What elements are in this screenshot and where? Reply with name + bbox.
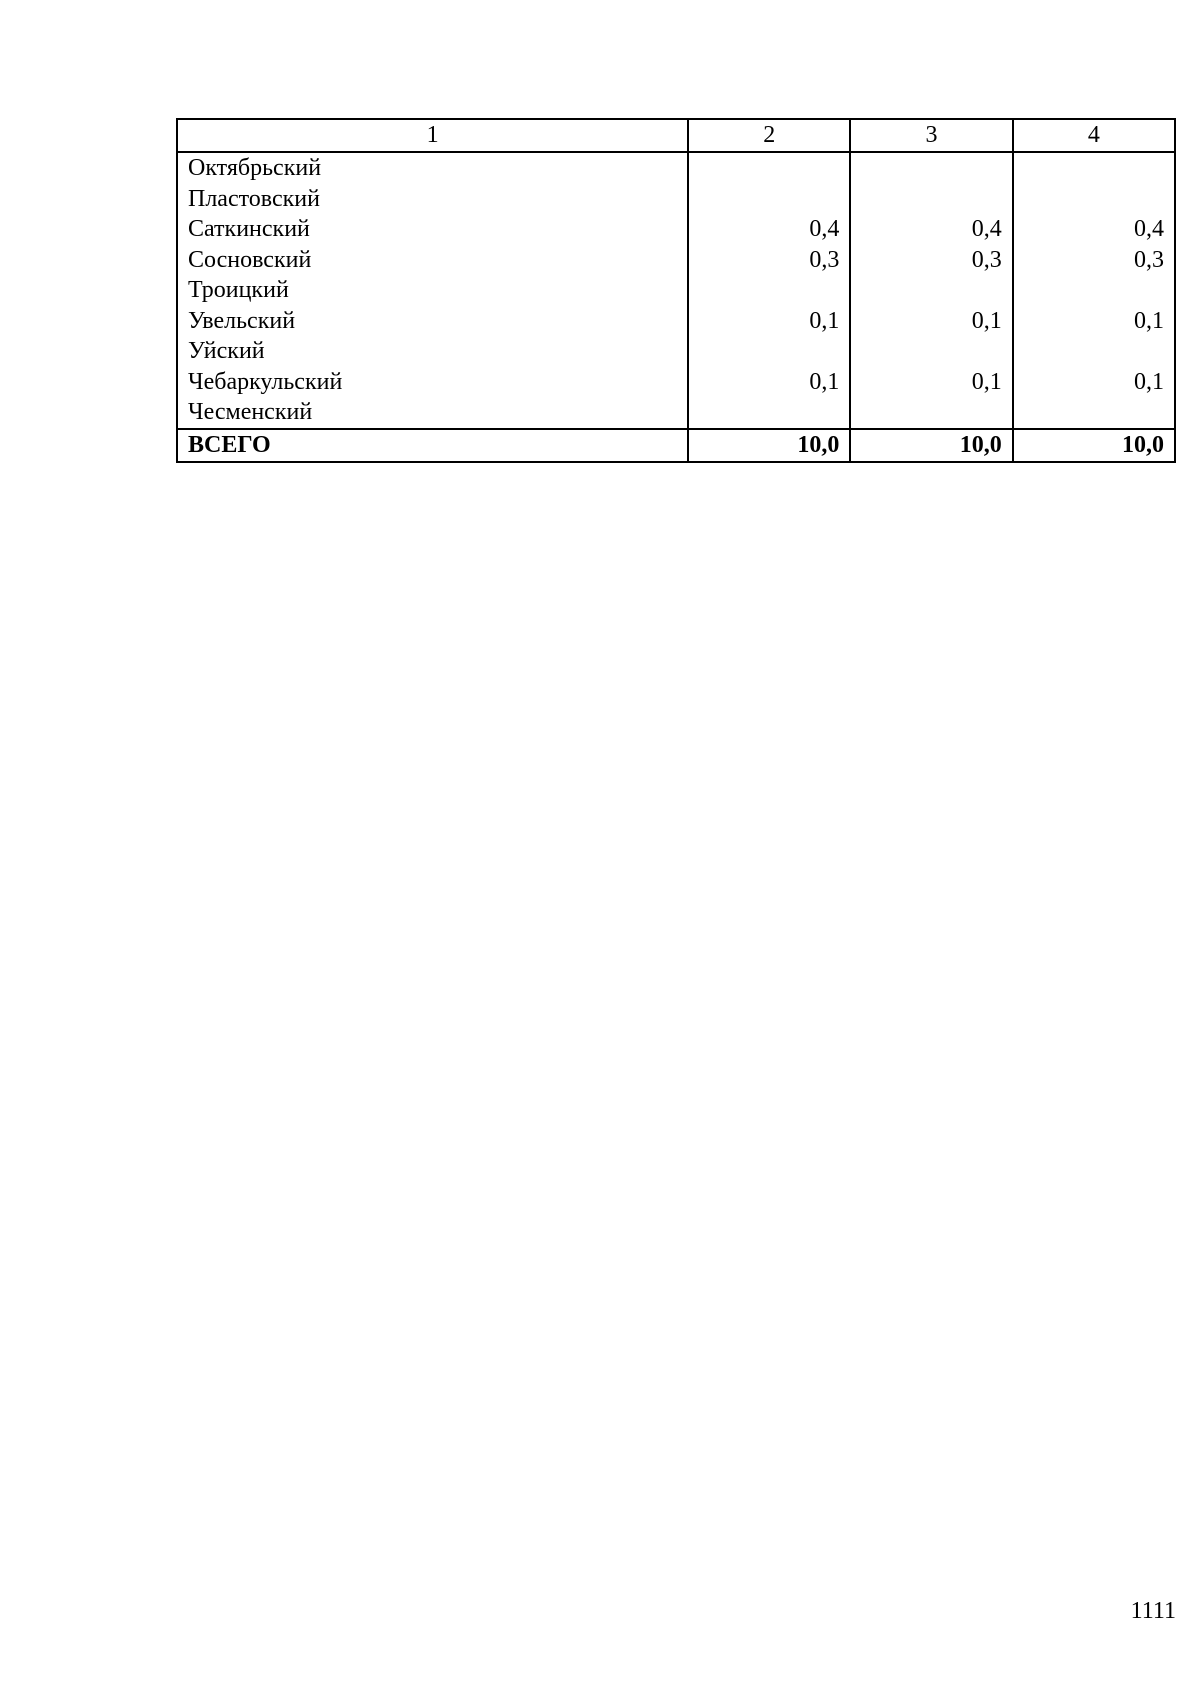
value-col-4 — [1013, 275, 1175, 306]
allocation-table — [176, 118, 1176, 463]
district-name: Пластовский — [177, 184, 688, 215]
table-row — [177, 152, 1175, 184]
value-col-2 — [688, 397, 850, 429]
value-col-2 — [688, 275, 850, 306]
district-name: Увельский — [177, 306, 688, 337]
value-col-2: 0,1 — [688, 367, 850, 398]
value-col-4: 0,1 — [1013, 306, 1175, 337]
value-col-3: 0,3 — [850, 245, 1012, 276]
district-name: Чесменский — [177, 397, 688, 429]
district-name: Октябрьский — [177, 152, 688, 184]
table-row — [177, 184, 1175, 215]
column-header-2: 2 — [688, 119, 850, 152]
value-col-2: 0,3 — [688, 245, 850, 276]
value-col-3: 0,1 — [850, 367, 1012, 398]
value-col-2 — [688, 184, 850, 215]
value-col-3: 0,1 — [850, 306, 1012, 337]
district-name: Чебаркульский — [177, 367, 688, 398]
value-col-4 — [1013, 397, 1175, 429]
value-col-3: 0,4 — [850, 214, 1012, 245]
table-row — [177, 275, 1175, 306]
value-col-4: 0,4 — [1013, 214, 1175, 245]
value-col-3 — [850, 275, 1012, 306]
value-col-3 — [850, 152, 1012, 184]
table-row — [177, 397, 1175, 429]
table-row — [177, 367, 1175, 398]
table-row — [177, 214, 1175, 245]
district-name: Саткинский — [177, 214, 688, 245]
table-row — [177, 306, 1175, 337]
value-col-3 — [850, 336, 1012, 367]
column-header-4: 4 — [1013, 119, 1175, 152]
column-header-1: 1 — [177, 119, 688, 152]
value-col-2: 0,1 — [688, 306, 850, 337]
table-header-row — [177, 119, 1175, 152]
value-col-3 — [850, 184, 1012, 215]
table-row — [177, 245, 1175, 276]
value-col-2: 0,4 — [688, 214, 850, 245]
table-row — [177, 336, 1175, 367]
total-col-2: 10,0 — [688, 429, 850, 462]
value-col-3 — [850, 397, 1012, 429]
value-col-4: 0,3 — [1013, 245, 1175, 276]
value-col-4 — [1013, 336, 1175, 367]
district-name: Сосновский — [177, 245, 688, 276]
page-number: 1111 — [1130, 1598, 1176, 1624]
column-header-3: 3 — [850, 119, 1012, 152]
value-col-4: 0,1 — [1013, 367, 1175, 398]
value-col-4 — [1013, 184, 1175, 215]
total-label: ВСЕГО — [177, 429, 688, 462]
total-col-4: 10,0 — [1013, 429, 1175, 462]
value-col-4 — [1013, 152, 1175, 184]
value-col-2 — [688, 152, 850, 184]
district-name: Троицкий — [177, 275, 688, 306]
value-col-2 — [688, 336, 850, 367]
total-row — [177, 429, 1175, 462]
total-col-3: 10,0 — [850, 429, 1012, 462]
district-name: Уйский — [177, 336, 688, 367]
